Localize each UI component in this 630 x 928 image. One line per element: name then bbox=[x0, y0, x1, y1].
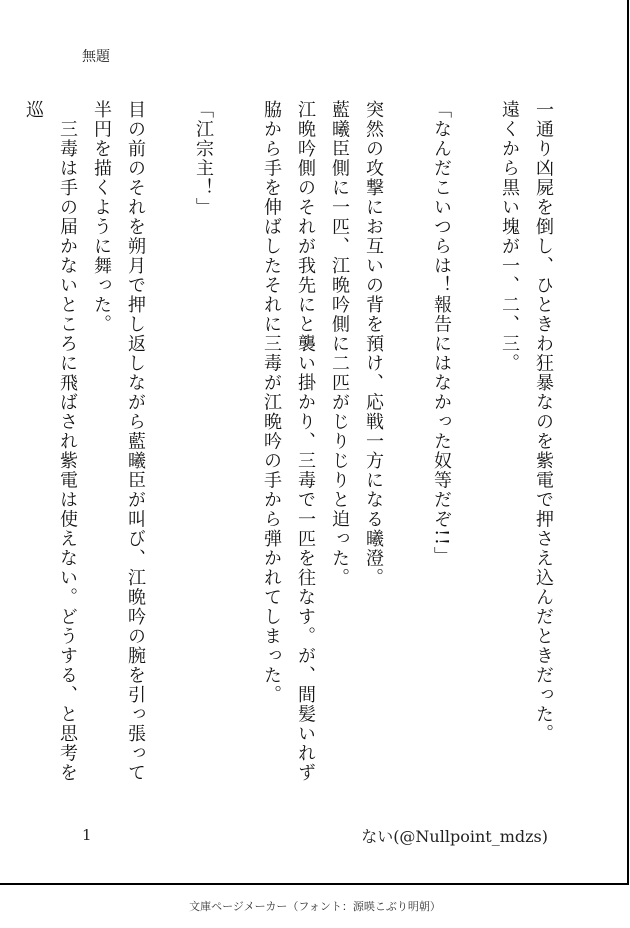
generator-credit: 文庫ページメーカー（フォント：源暎こぶり明朝） bbox=[189, 900, 441, 913]
paragraph: 「なんだこいつらは！報告にはなかった奴等だぞ!!」 bbox=[431, 100, 452, 566]
paragraph: 目の前のそれを朔月で押し返しながら藍曦臣が叫び、江晩吟の腕を引っ張って bbox=[125, 100, 146, 783]
paragraph: 一通り凶屍を倒し、ひときわ狂暴なのを紫電で押さえ込んだときだった。 bbox=[533, 100, 554, 744]
page-title: 無題 bbox=[82, 49, 110, 65]
paragraph: 三毒は手の届かないところに飛ばされ紫電は使えない。どうする、と思考を巡 bbox=[23, 100, 78, 783]
paragraph: 藍曦臣側に一匹、江晩吟側に二匹がじりじりと迫った。 bbox=[329, 100, 350, 588]
paragraph: 半円を描くように舞った。 bbox=[91, 100, 112, 334]
blank-line bbox=[152, 100, 186, 800]
author-credit: ない(@Nullpoint_mdzs) bbox=[361, 827, 548, 846]
blank-line bbox=[220, 100, 254, 800]
paragraph: 江晩吟側のそれが我先にと襲い掛かり、三毒で一匹を往なす。が、間髪いれず bbox=[295, 100, 316, 783]
blank-line bbox=[458, 100, 492, 800]
vertical-body-text bbox=[23, 100, 560, 800]
blank-line bbox=[390, 100, 424, 800]
paragraph: 遠くから黒い塊が一、二、三。 bbox=[499, 100, 520, 373]
paragraph: 「江宗主！」 bbox=[193, 100, 214, 217]
paragraph: 突然の攻撃にお互いの背を預け、応戦一方になる曦澄。 bbox=[363, 100, 384, 588]
paragraph: 脇から手を伸ばしたそれに三毒が江晩吟の手から弾かれてしまった。 bbox=[261, 100, 282, 705]
page-number: 1 bbox=[82, 826, 92, 844]
